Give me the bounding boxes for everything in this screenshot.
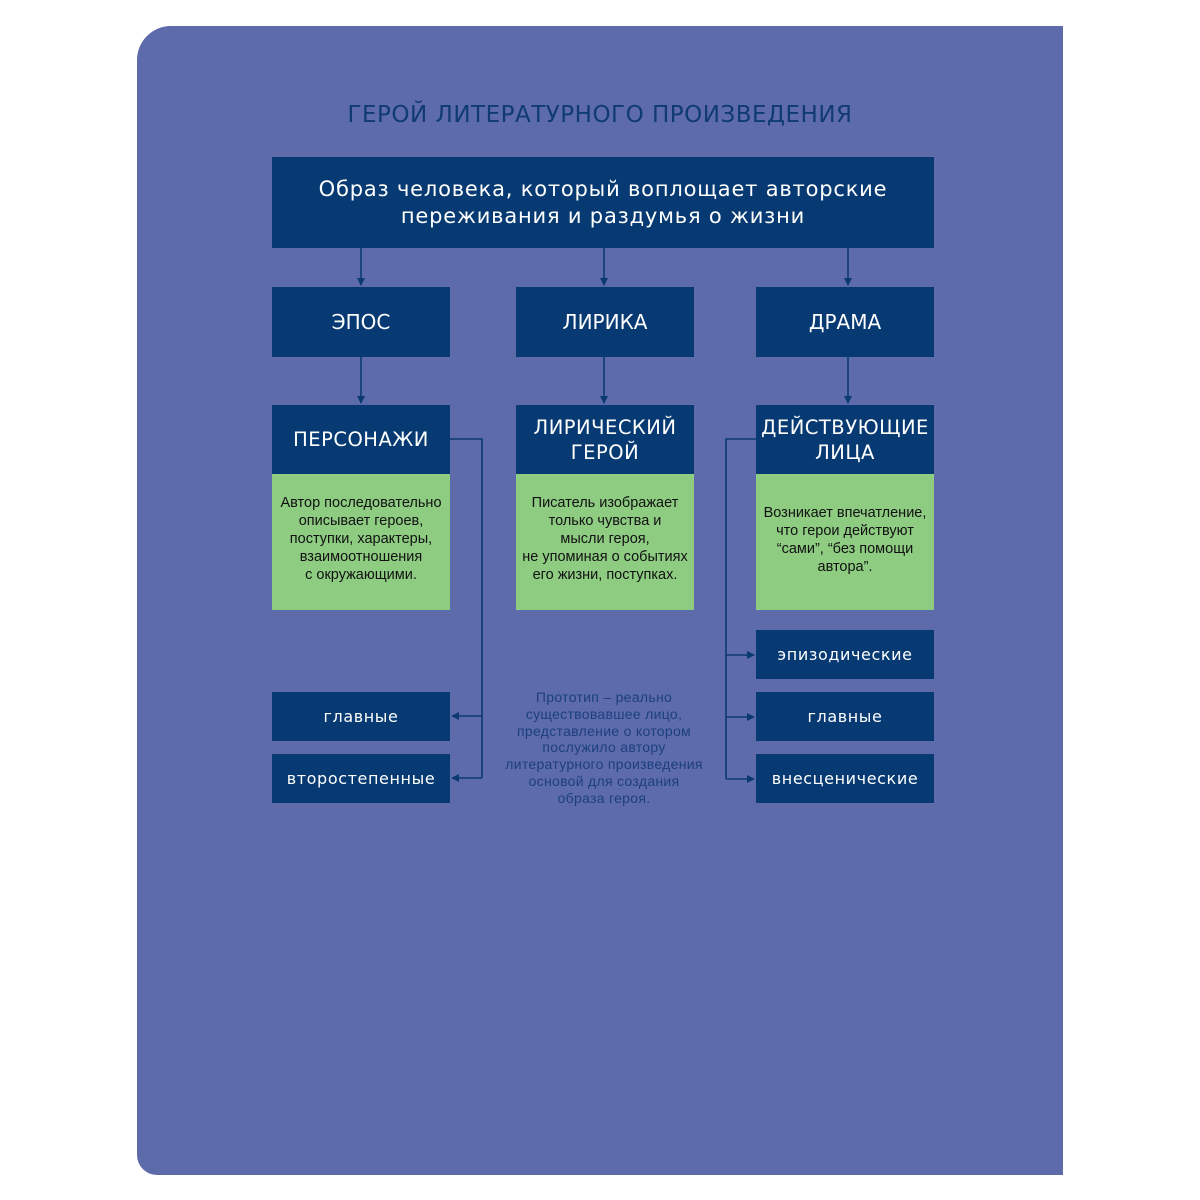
epic-type-main-box: [272, 692, 450, 741]
epic-type-main-label: главные: [323, 707, 399, 726]
definition-text: Образ человека, который воплощает авторские переживания и раздумья о жизни: [318, 176, 888, 228]
hero-lyric-label-line2: ГЕРОЙ: [570, 440, 640, 464]
genre-lyric-label: ЛИРИКА: [562, 310, 648, 334]
drama-description-box: Возникает впечатление, что герои действуют “сами”, “без помощи автора”.: [756, 474, 934, 610]
drama-type-main-label: главные: [807, 707, 883, 726]
epic-bracket: [450, 439, 482, 778]
drama-bracket: [726, 439, 756, 779]
genre-lyric-box: [516, 287, 694, 357]
drama-type-offstage-box: [756, 754, 934, 803]
diagram-title: ГЕРОЙ ЛИТЕРАТУРНОГО ПРОИЗВЕДЕНИЯ: [347, 102, 853, 128]
hero-acting-label-line2: ЛИЦА: [815, 440, 875, 464]
drama-type-episodic-label: эпизодические: [777, 645, 913, 664]
hero-characters-label: ПЕРСОНАЖИ: [293, 428, 429, 451]
lyric-description-box: Писатель изображает только чувства и мысли героя, не упоминая о событиях его жизни, поступках.: [516, 474, 694, 610]
drama-type-main-box: [756, 692, 934, 741]
genre-drama-label: ДРАМА: [808, 310, 882, 334]
epic-type-secondary-box: [272, 754, 450, 803]
drama-type-episodic-box: [756, 630, 934, 679]
hero-lyric-box: [516, 405, 694, 474]
genre-epic-box: [272, 287, 450, 357]
hero-acting-persons-box: [756, 405, 934, 474]
definition-box: [272, 157, 934, 248]
genre-epic-label: ЭПОС: [331, 310, 391, 334]
hero-characters-box: [272, 405, 450, 474]
epic-description-box: Автор последовательно описывает героев, поступки, характеры, взаимоотношения с окружающими.: [272, 474, 450, 610]
hero-acting-label-line1: ДЕЙСТВУЮЩИЕ: [761, 415, 929, 439]
hero-lyric-label-line1: ЛИРИЧЕСКИЙ: [533, 415, 677, 439]
drama-type-offstage-label: внесценические: [771, 769, 919, 788]
genre-drama-box: [756, 287, 934, 357]
prototype-note: Прототип – реально существовавшее лицо, представление о котором послужило автору литературного произведения основой для создания образа героя.: [505, 689, 703, 806]
epic-type-secondary-label: второстепенные: [286, 769, 436, 788]
